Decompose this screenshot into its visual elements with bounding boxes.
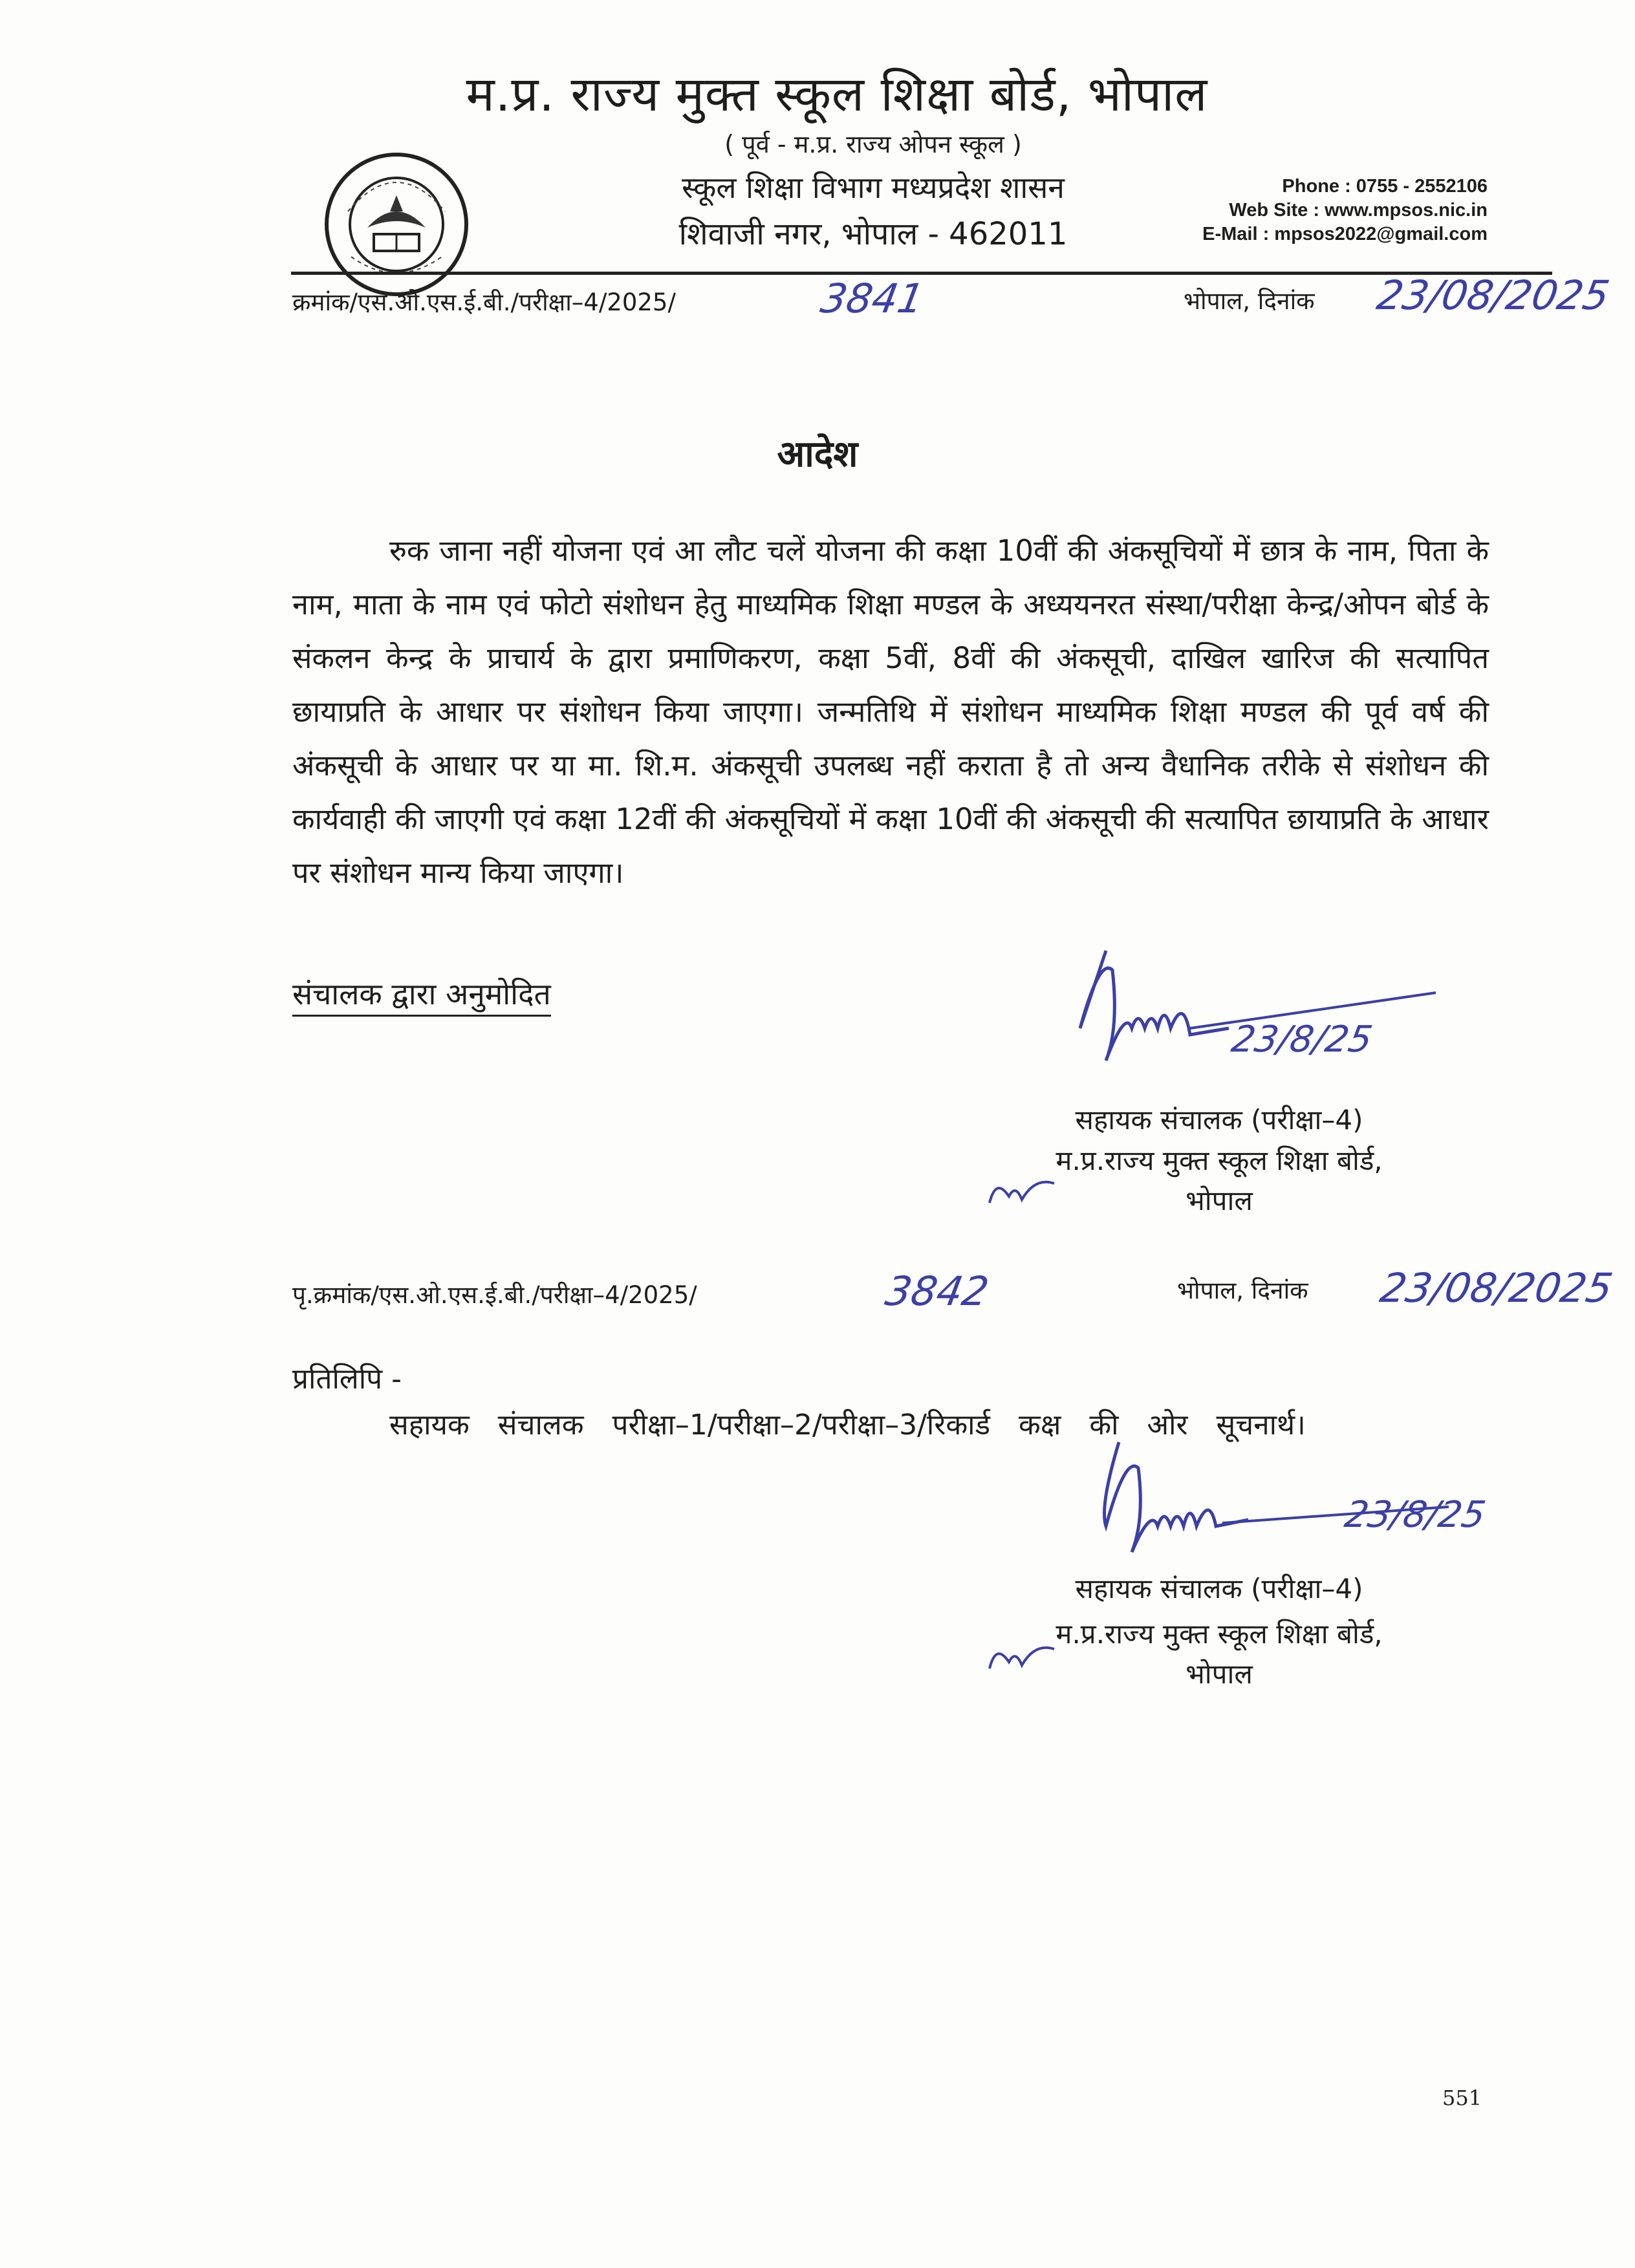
order-date-label: भोपाल, दिनांक	[1184, 287, 1315, 315]
order-date-handwritten: 23/08/2025	[1373, 272, 1613, 319]
order-number-handwritten: 3841	[817, 275, 928, 322]
endorsement-date-handwritten: 23/08/2025	[1376, 1264, 1616, 1312]
board-seal-logo	[322, 150, 471, 299]
department-name: स्कूल शिक्षा विभाग मध्यप्रदेश शासन	[682, 170, 1065, 205]
signature-1-city: भोपाल	[1186, 1185, 1253, 1216]
contact-website: Web Site : www.mpsos.nic.in	[1229, 200, 1488, 221]
copy-to-text: सहायक संचालक परीक्षा–1/परीक्षा–2/परीक्षा–3/रिकार्ड कक्ष की ओर सूचनार्थ।	[389, 1409, 1306, 1442]
signature-2-org: म.प्र.राज्य मुक्त स्कूल शिक्षा बोर्ड,	[1056, 1618, 1383, 1650]
signature-1-org: म.प्र.राज्य मुक्त स्कूल शिक्षा बोर्ड,	[1056, 1145, 1383, 1176]
contact-phone: Phone : 0755 - 2552106	[1282, 176, 1488, 197]
order-number-label: क्रमांक/एस.ओ.एस.ई.बी./परीक्षा–4/2025/	[292, 288, 676, 316]
signature-1-designation: सहायक संचालक (परीक्षा–4)	[1075, 1104, 1363, 1136]
approved-by-director-note: संचालक द्वारा अनुमोदित	[292, 973, 551, 1017]
order-body-paragraph: रुक जाना नहीं योजना एवं आ लौट चलें योजना की कक्षा 10वीं की अंकसूचियों में छात्र के नाम, पिता के नाम, माता के नाम एवं फोटो संशोधन हेतु माध्यमिक शिक्षा मण्डल के अध्ययनरत संस्था/परीक्षा केन्द्र/ओपन बोर्ड के संकलन केन्द्र के प्राचार्य के द्वारा प्रमाणिकरण, कक्षा 5वीं, 8वीं की अंकसूची, दाखिल खारिज की सत्यापित छायाप्रति के आधार पर संशोधन किया जाएगा। जन्मतिथि में संशोधन माध्यमिक शिक्षा मण्डल की पूर्व वर्ष की अंकसूची के आधार पर या मा. शि.म. अंकसूची उपलब्ध नहीं कराता है तो अन्य वैधानिक तरीके से संशोधन की कार्यवाही की जाएगी एवं कक्षा 12वीं की अंकसूचियों में कक्षा 10वीं की अंकसूची की सत्यापित छायाप्रति के आधार पर संशोधन मान्य किया जाएगा।	[292, 534, 1489, 890]
signature-1-date: 23/8/25	[1228, 1019, 1376, 1061]
endorsement-number-label: पृ.क्रमांक/एस.ओ.एस.ई.बी./परीक्षा–4/2025/	[292, 1281, 697, 1309]
copy-to-label: प्रतिलिपि -	[292, 1363, 402, 1396]
board-title: म.प्र. राज्य मुक्त स्कूल शिक्षा बोर्ड, भोपाल	[466, 67, 1208, 122]
board-address: शिवाजी नगर, भोपाल - 462011	[678, 216, 1068, 252]
initials-2-scribble	[983, 1630, 1061, 1681]
endorsement-number-handwritten: 3842	[882, 1268, 993, 1315]
contact-email: E-Mail : mpsos2022@gmail.com	[1202, 224, 1488, 244]
page-number: 551	[1442, 2086, 1482, 2110]
signature-2-city: भोपाल	[1186, 1658, 1253, 1690]
signature-2-date: 23/8/25	[1341, 1494, 1489, 1536]
signature-1-scribble	[1061, 931, 1449, 1099]
initials-1-scribble	[983, 1164, 1061, 1216]
signature-2-designation: सहायक संचालक (परीक्षा–4)	[1075, 1573, 1363, 1604]
former-name: ( पूर्व - म.प्र. राज्य ओपन स्कूल )	[724, 130, 1022, 158]
endorsement-date-label: भोपाल, दिनांक	[1177, 1277, 1308, 1304]
order-heading: आदेश	[777, 433, 858, 475]
